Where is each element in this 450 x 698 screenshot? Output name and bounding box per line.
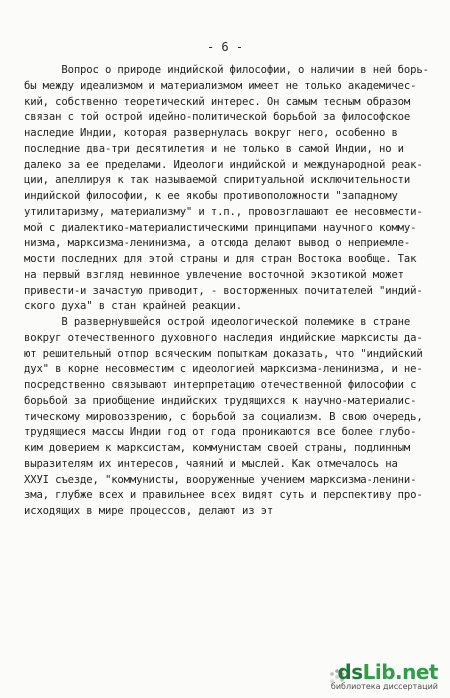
text-line: ции, апеллируя к так называемой спиритуальной исключительности <box>24 174 411 187</box>
text-line: дух" в корне несовместим с идеологией марксизма-ленинизма, и не- <box>24 363 423 376</box>
watermark-logo-main: Lib.net <box>362 660 438 684</box>
text-line: исходящих в мире процессов, делают из эт <box>24 505 274 517</box>
text-line: ХХУI съезде, "коммунисты, вооруженные учением марксизма-ленини- <box>24 473 417 486</box>
text-line: посредственно связывают интерпретацию отечественной философии с <box>24 379 417 391</box>
text-line: ют решительный отпор всяческим попыткам доказать, что "индийский <box>24 347 423 360</box>
text-line: индийской философии, к ее якобы противоположности "западному <box>24 190 398 202</box>
text-line: борьбой за приобщение индийских трудящихся к научно-материалис- <box>24 394 417 407</box>
text-line: бы между идеализмом и материализмом имеет не только академичес- <box>24 79 417 92</box>
text-line: ского духа" в стан крайней реакции. <box>24 300 242 313</box>
text-line: мости последних для этой страны и для стран Востока вообще. Так <box>24 253 417 265</box>
text-line: далеко за ее пределами. Идеологи индийской и международной реак- <box>24 158 423 171</box>
text-line: зма, глубже всех и правильнее всех видят суть и перспективу про- <box>24 489 423 502</box>
watermark-subtitle: библиотека диссертаций <box>330 682 438 691</box>
text-line: Вопрос о природе индийской философии, о наличии в ней борь- <box>24 64 429 76</box>
text-line: мой с диалектико-материалистическими принципами научного комму- <box>24 221 417 234</box>
text-line: В развернувшейся острой идеологической полемике в стране <box>24 316 411 328</box>
text-line: трудящиеся массы Индии год от года проникаются все более глубо- <box>24 426 417 439</box>
text-line: вокруг отечественного духовного наследия индийские марксисты да- <box>24 331 423 344</box>
text-line: низма, марксизма-ленинизма, а отсюда делают вывод о неприемле- <box>24 237 411 250</box>
watermark-logo <box>337 660 438 684</box>
page-number: - 6 - <box>206 40 244 54</box>
text-line: кий, собственно теоретический интерес. Он самым тесным образом <box>24 95 411 108</box>
text-line: тическому мировоззрению, с борьбой за социализм. В свою очередь, <box>24 410 423 423</box>
text-line: последние два-три десятилетия и не только в самой Индии, но и <box>24 142 404 155</box>
watermark-logo-prefix: ds <box>337 660 363 684</box>
text-line: наследие Индии, которая развернулась вокруг него, особенно в <box>24 127 398 139</box>
text-line: выразителям их интересов, чаяний и мыслей. Как отмечалось на <box>24 457 398 470</box>
text-line: утилитаризму, материализму" и т.п., провозглашают ее несовмести- <box>24 205 423 218</box>
text-line: ким доверием к марксистам, коммунистам своей страны, подлинным <box>24 442 411 454</box>
text-line: на первый взгляд невинное увлечение восточной экзотикой может <box>24 268 404 281</box>
text-line: привести-и зачастую приводит, - восторженных почитателей "индий- <box>24 284 423 297</box>
watermark <box>322 660 442 692</box>
text-line: связан с той острой идейно-политической борьбой за философское <box>24 111 411 124</box>
